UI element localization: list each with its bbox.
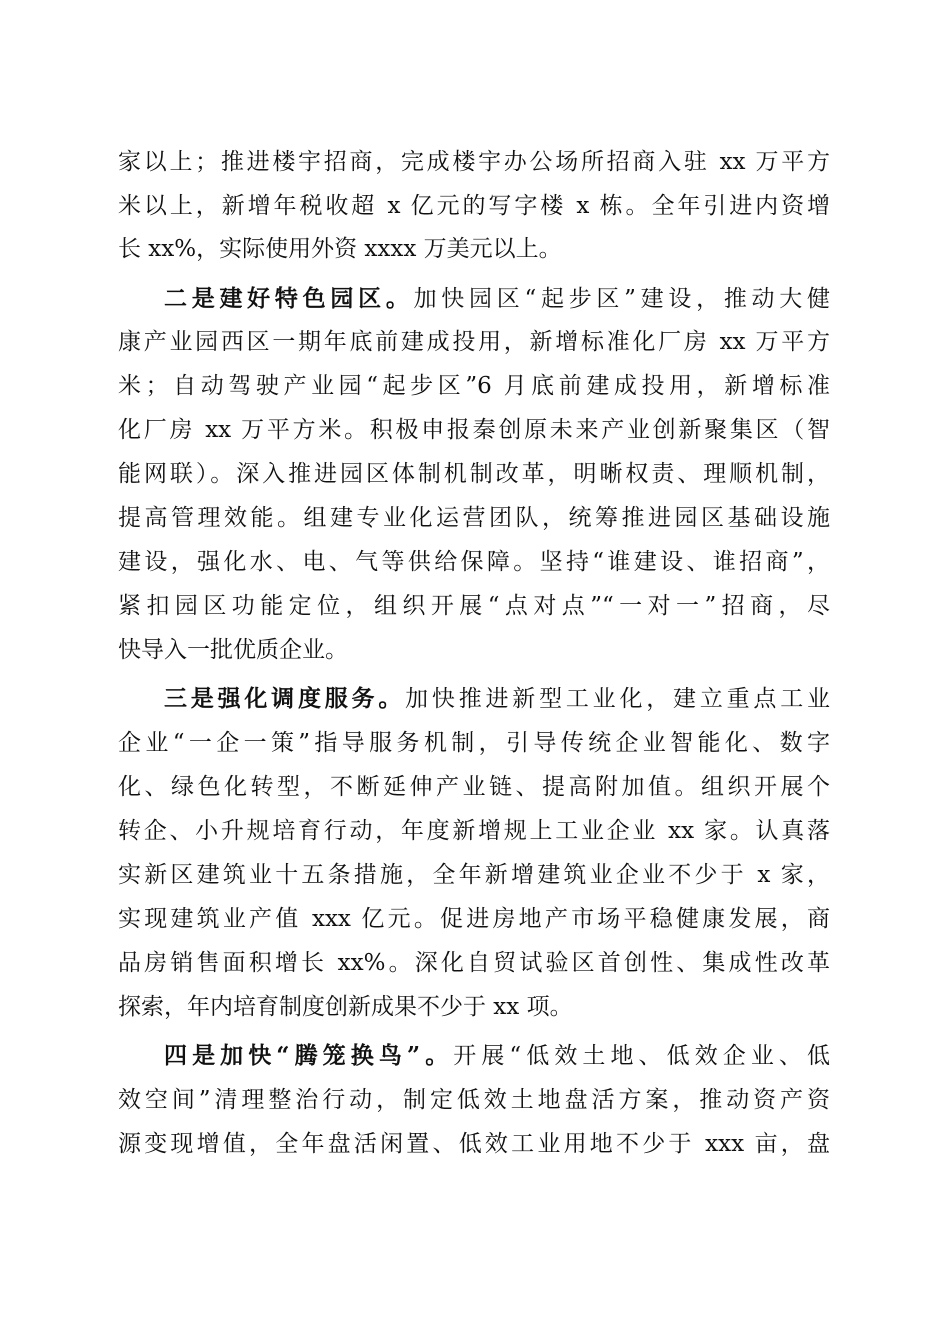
paragraph-2-line-4: 化厂房 xx 万平方米。积极申报秦创原未来产业创新聚集区（智 [118, 417, 830, 443]
paragraph-2-line-3: 米；自动驾驶产业园“起步区”6 月底前建成投用，新增标准 [118, 373, 830, 399]
paragraph-3-line-7: 品房销售面积增长 xx%。深化自贸试验区首创性、集成性改革 [118, 950, 830, 976]
paragraph-2-line-7: 建设，强化水、电、气等供给保障。坚持“谁建设、谁招商”， [118, 549, 830, 575]
paragraph-2-line-2: 康产业园西区一期年底前建成投用，新增标准化厂房 xx 万平方 [118, 329, 830, 355]
paragraph-2-line-1 [164, 279, 830, 319]
paragraph-3-line-8: 探索，年内培育制度创新成果不少于 xx 项。 [118, 994, 573, 1020]
paragraph-3-line-4: 转企、小升规培育行动，年度新增规上工业企业 xx 家。认真落 [118, 818, 830, 844]
paragraph-1-line-3: 长 xx%，实际使用外资 xxxx 万美元以上。 [118, 236, 562, 262]
paragraph-2-first-rest: 加快园区“起步区”建设，推动大健 [413, 286, 830, 312]
paragraph-2-line-8: 紧扣园区功能定位，组织开展“点对点”“一对一”招商，尽 [118, 593, 830, 619]
paragraph-4-first-rest: 开展“低效土地、低效企业、低 [453, 1043, 830, 1069]
paragraph-2-line-5: 能网联）。深入推进园区体制机制改革，明晰权责、理顺机制， [118, 461, 830, 487]
paragraph-3-line-3: 化、绿色化转型，不断延伸产业链、提高附加值。组织开展个 [118, 774, 830, 800]
paragraph-3-line-6: 实现建筑业产值 xxx 亿元。促进房地产市场平稳健康发展，商 [118, 906, 830, 932]
paragraph-3-line-1 [164, 679, 830, 719]
paragraph-3-first-rest: 加快推进新型工业化，建立重点工业 [405, 686, 831, 712]
paragraph-3-lead: 三是强化调度服务。 [164, 685, 406, 712]
paragraph-1-line-2: 米以上，新增年税收超 x 亿元的写字楼 x 栋。全年引进内资增 [118, 193, 830, 219]
paragraph-4-line-2: 效空间”清理整治行动，制定低效土地盘活方案，推动资产资 [118, 1087, 830, 1113]
paragraph-3-line-2: 企业“一企一策”指导服务机制，引导传统企业智能化、数字 [118, 730, 830, 756]
paragraph-2-line-6: 提高管理效能。组建专业化运营团队，统筹推进园区基础设施 [118, 505, 830, 531]
paragraph-4-line-3: 源变现增值，全年盘活闲置、低效工业用地不少于 xxx 亩，盘 [118, 1131, 830, 1157]
paragraph-2-line-9: 快导入一批优质企业。 [118, 637, 348, 663]
paragraph-2-lead: 二是建好特色园区。 [164, 285, 414, 312]
paragraph-3-line-5: 实新区建筑业十五条措施，全年新增建筑业企业不少于 x 家， [118, 862, 830, 888]
paragraph-4-lead: 四是加快“腾笼换鸟”。 [164, 1042, 454, 1069]
paragraph-1-line-1: 家以上；推进楼宇招商，完成楼宇办公场所招商入驻 xx 万平方 [118, 149, 830, 175]
paragraph-4-line-1 [164, 1036, 830, 1076]
